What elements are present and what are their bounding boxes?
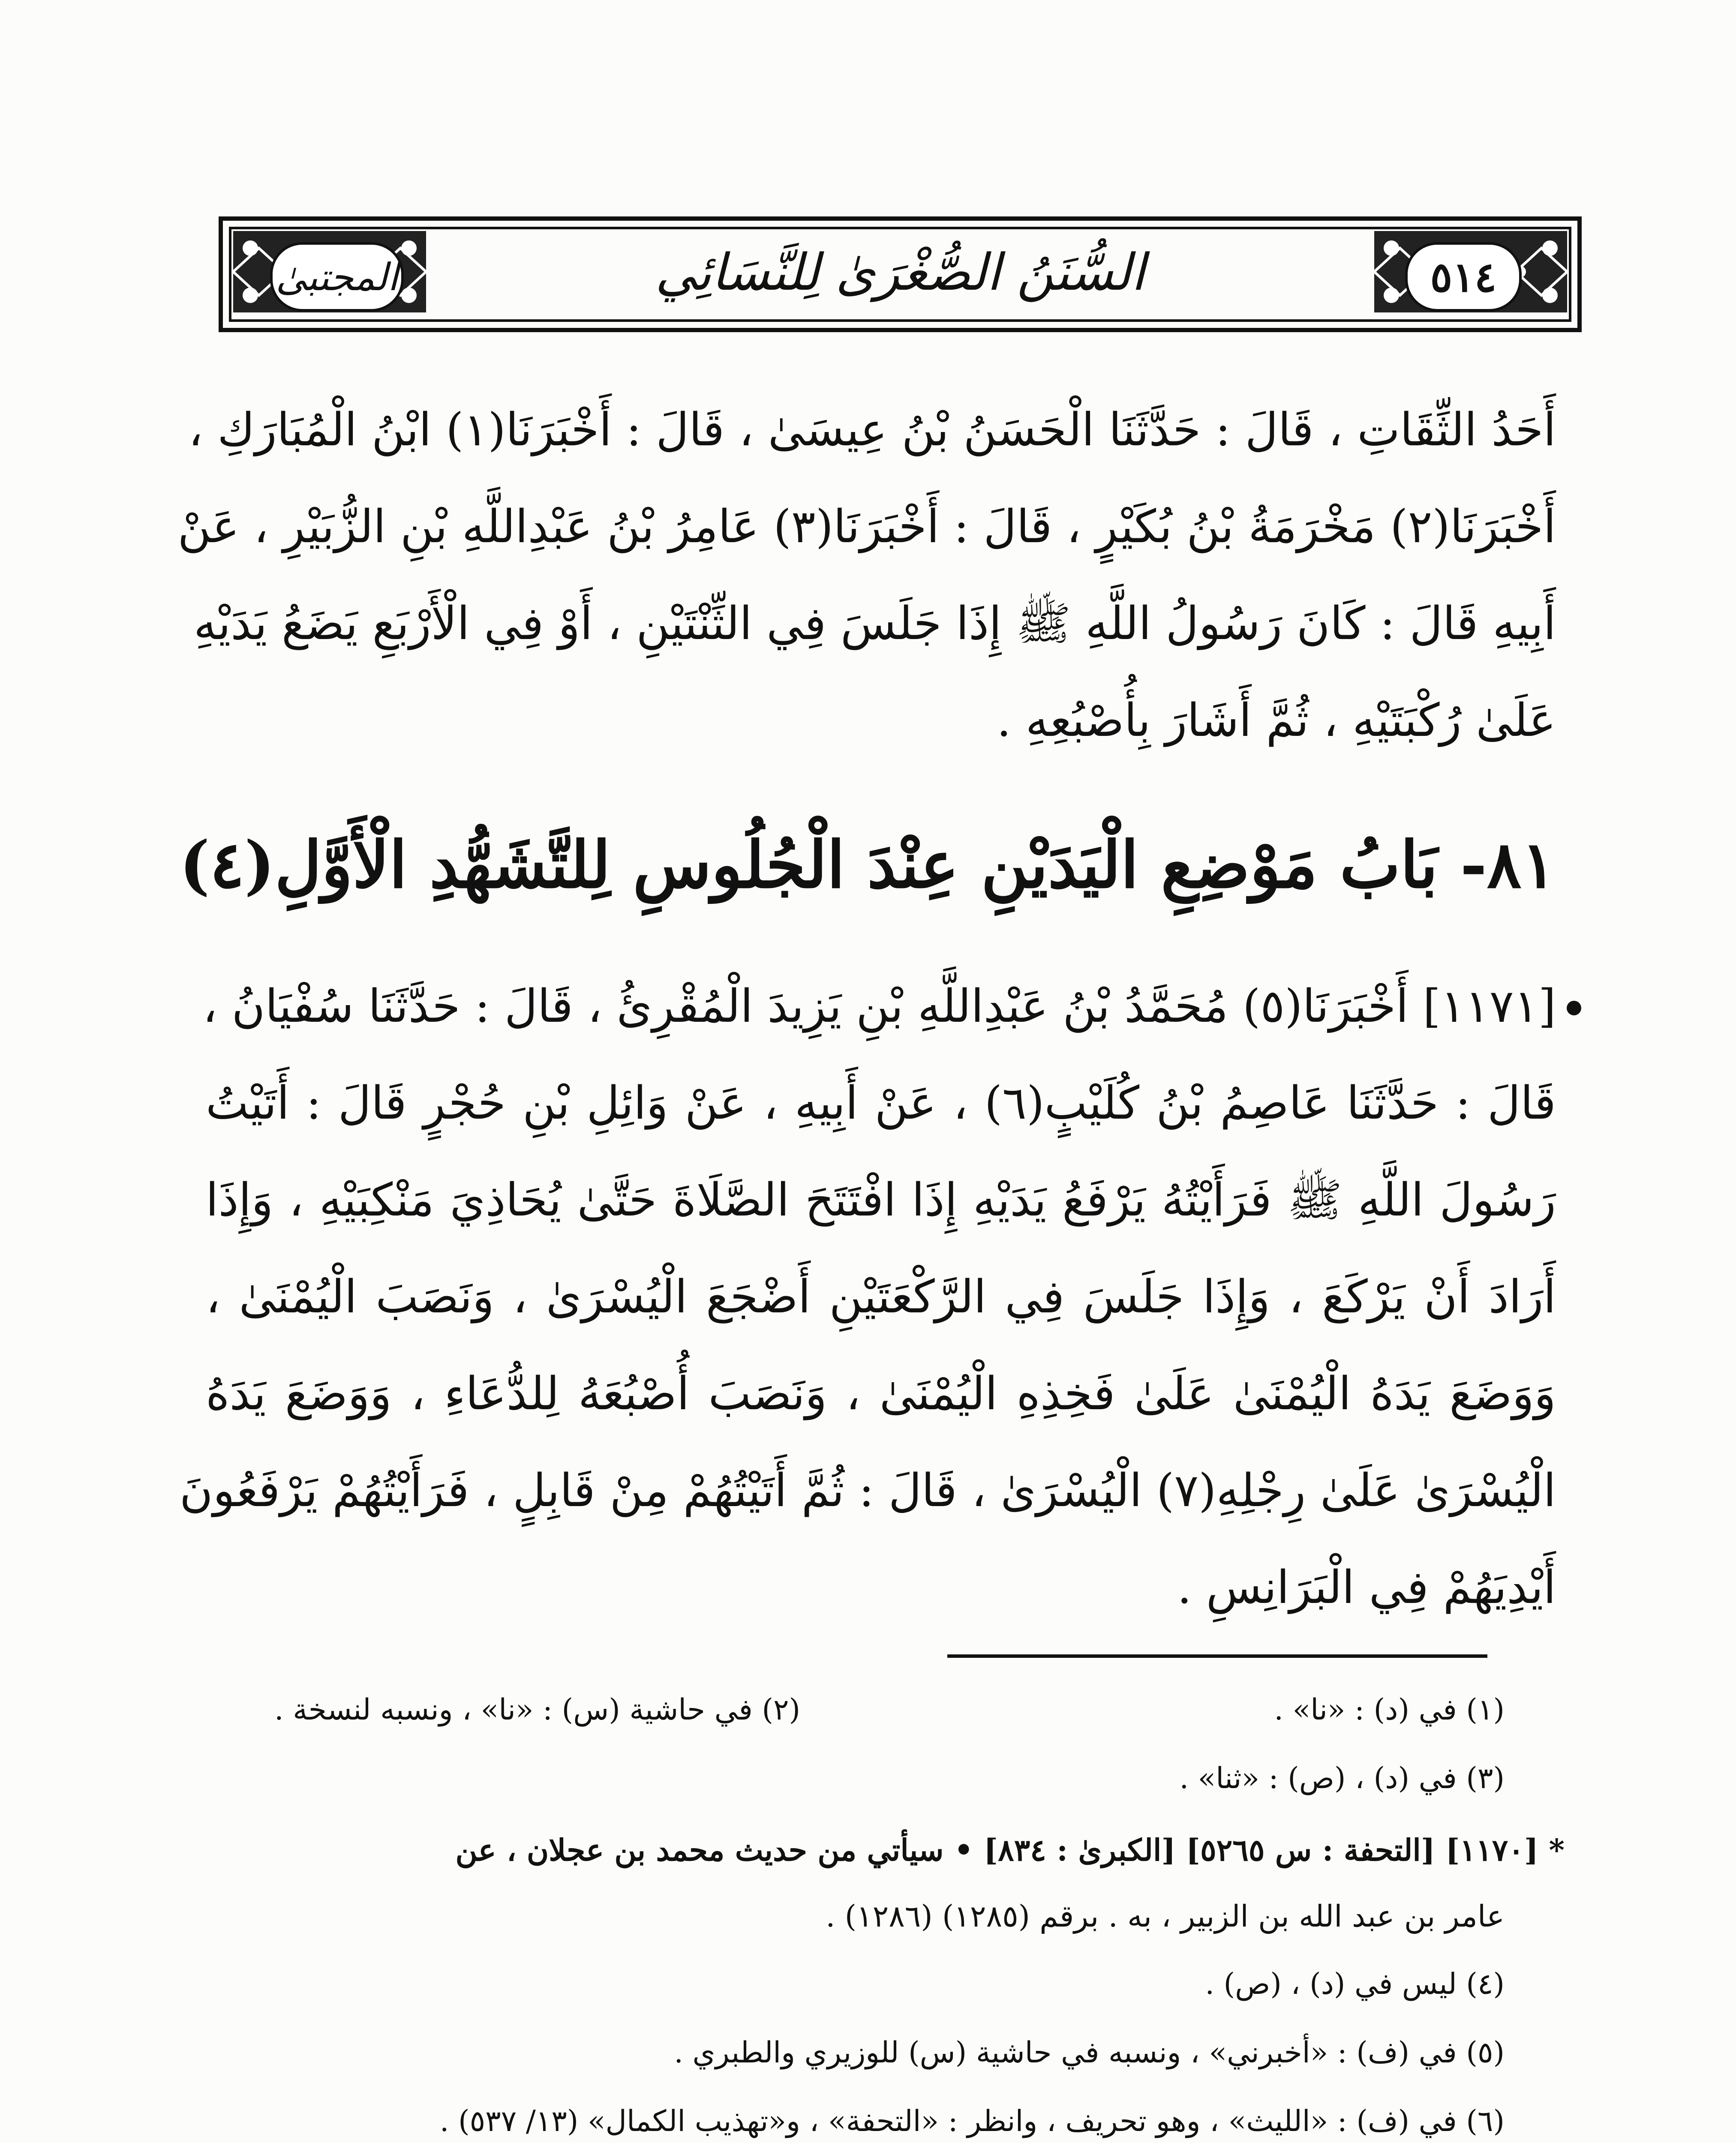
text-line: أَيْدِيَهُمْ فِي الْبَرَانِسِ . (1177, 1561, 1556, 1614)
page-number: ٥١٤ (1430, 252, 1497, 301)
page-header (219, 216, 1582, 332)
paragraph-hadith-1170-end (177, 381, 1556, 769)
page-number-badge (1405, 242, 1522, 312)
book-emblem (270, 242, 404, 312)
text-line: أَحَدُ الثِّقَاتِ ، قَالَ : حَدَّثَنَا الْحَسَنُ بْنُ عِيسَىٰ ، قَالَ : أَخْبَرَنَا(١) ابْنُ الْمُبَارَكِ ، (188, 403, 1556, 456)
takhrij-1170-line1: * [١١٧٠] [التحفة : س ٥٢٦٥] [الكبرىٰ : ٨٣٤] • سيأتي من حديث محمد بن عجلان ، عن (455, 1832, 1565, 1868)
takhrij-1170-line2: عامر بن عبد الله بن الزبير ، به . برقم (١٢٨٥) (١٢٨٦) . (826, 1899, 1505, 1934)
footnote-5: (٥) في (ف) : «أخبرني» ، ونسبه في حاشية (س) للوزيري والطبري . (674, 2036, 1505, 2070)
bullet-icon (1567, 1001, 1581, 1015)
text-line: أَخْبَرَنَا(٢) مَخْرَمَةُ بْنُ بُكَيْرٍ ، قَالَ : أَخْبَرَنَا(٣) عَامِرُ بْنُ عَبْدِاللَّهِ بْنِ الزُّبَيْرِ ، عَنْ (177, 500, 1556, 553)
footnote-divider (947, 1654, 1487, 1658)
footnote-2: (٢) في حاشية (س) : «نا» ، ونسبه لنسخة . (274, 1693, 801, 1727)
text-line: وَوَضَعَ يَدَهُ الْيُمْنَىٰ عَلَىٰ فَخِذِهِ الْيُمْنَىٰ ، وَنَصَبَ أُصْبُعَهُ لِلدُّعَاءِ ، وَوَضَعَ يَدَهُ (206, 1367, 1556, 1420)
book-title: السُّنَنُ الصُّغْرَىٰ لِلنَّسَائِي (655, 243, 1145, 302)
footnote-3: (٣) في (د) ، (ص) : «ثنا» . (1179, 1762, 1505, 1795)
text-line: عَلَىٰ رُكْبَتَيْهِ ، ثُمَّ أَشَارَ بِأُصْبُعِهِ . (997, 694, 1556, 747)
text-line: قَالَ : حَدَّثَنَا عَاصِمُ بْنُ كُلَيْبٍ(٦) ، عَنْ أَبِيهِ ، عَنْ وَائِلِ بْنِ حُجْرٍ قَالَ : أَتَيْتُ (206, 1077, 1556, 1129)
paragraph-hadith-1171 (179, 958, 1556, 1636)
chapter-heading: ٨١- بَابُ مَوْضِعِ الْيَدَيْنِ عِنْدَ الْجُلُوسِ لِلتَّشَهُّدِ الْأَوَّلِ(٤) (179, 827, 1556, 903)
text-line: رَسُولَ اللَّهِ ﷺ فَرَأَيْتُهُ يَرْفَعُ يَدَيْهِ إِذَا افْتَتَحَ الصَّلَاةَ حَتَّىٰ يُحَاذِيَ مَنْكِبَيْهِ ، وَإِذَا (206, 1174, 1556, 1226)
text-line: أَبِيهِ قَالَ : كَانَ رَسُولُ اللَّهِ ﷺ إِذَا جَلَسَ فِي الثِّنْتَيْنِ ، أَوْ فِي الْأَرْبَعِ يَضَعُ يَدَيْهِ (193, 597, 1556, 650)
text-line: أَرَادَ أَنْ يَرْكَعَ ، وَإِذَا جَلَسَ فِي الرَّكْعَتَيْنِ أَضْجَعَ الْيُسْرَىٰ ، وَنَصَبَ الْيُمْنَىٰ ، (206, 1270, 1556, 1323)
text-line: [١١٧١] أَخْبَرَنَا(٥) مُحَمَّدُ بْنُ عَبْدِاللَّهِ بْنِ يَزِيدَ الْمُقْرِئُ ، قَالَ : حَدَّثَنَا سُفْيَانُ ، (202, 980, 1556, 1032)
text-line: الْيُسْرَىٰ عَلَىٰ رِجْلِهِ(٧) الْيُسْرَىٰ ، قَالَ : ثُمَّ أَتَيْتُهُمْ مِنْ قَابِلٍ ، فَرَأَيْتُهُمْ يَرْفَعُونَ (179, 1464, 1556, 1517)
emblem-text: المجتبىٰ (276, 255, 398, 299)
footnote-1: (١) في (د) : «نا» . (1274, 1693, 1505, 1727)
footnote-6: (٦) في (ف) : «الليث» ، وهو تحريف ، وانظر : «التحفة» ، و«تهذيب الكمال» (١٣/ ٥٣٧) . (439, 2104, 1505, 2138)
footnote-4: (٤) ليس في (د) ، (ص) . (1205, 1967, 1505, 2001)
